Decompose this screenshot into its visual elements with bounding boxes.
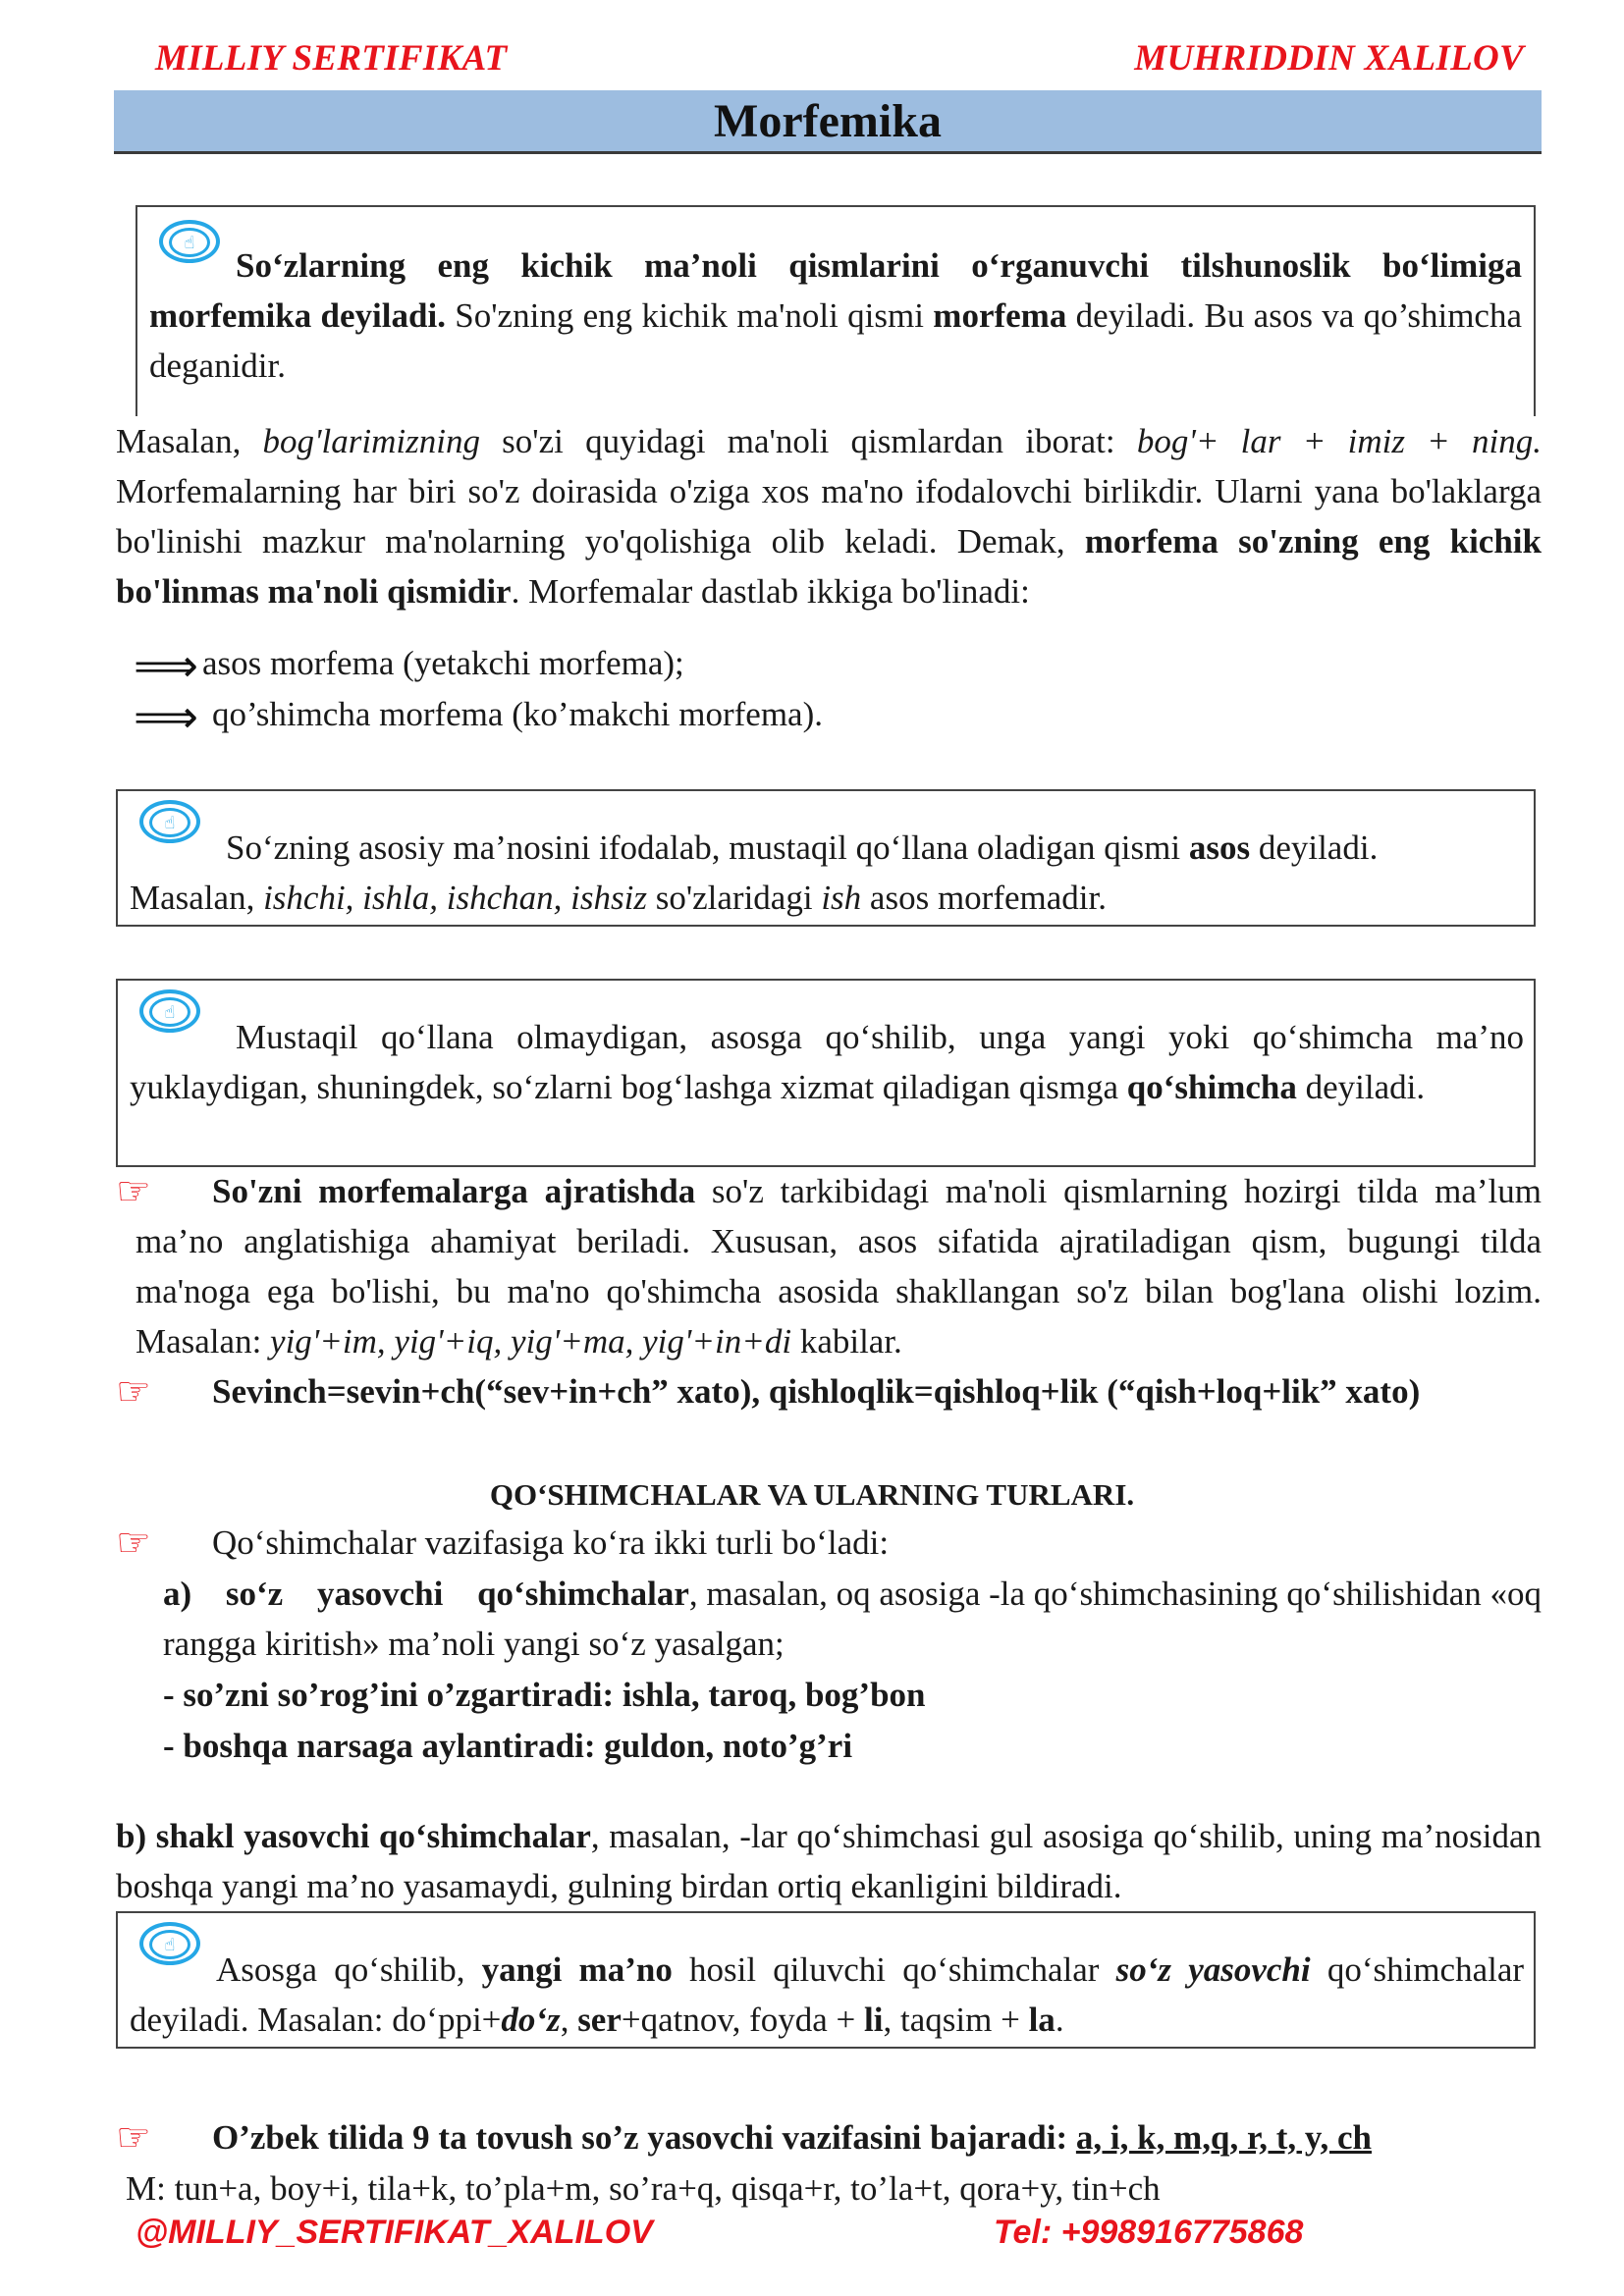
hint-icon: ☝	[159, 220, 220, 263]
tip-tovush-letters: a, i, k, m,q, r, t, y, ch	[1075, 2118, 1372, 2157]
item-soz-yasovchi-text: , masalan, oq asosiga -la qo‘shimchasining qo‘shilishidan «oq rangga kiritish» ma’noli yangi so‘z yasalgan;	[163, 1575, 1543, 1663]
arrow-icon: ⟹	[134, 690, 198, 743]
sy-bold: yangi ma’no	[481, 1950, 673, 1989]
qoshimcha-text-2: deyiladi.	[1296, 1068, 1426, 1106]
item-shakl-yasovchi	[116, 1811, 1542, 1911]
hint-icon: ☝	[139, 800, 200, 843]
dash-item-2	[163, 1721, 852, 1771]
definition-text-2: deyiladi. Bu asos va qo’shimcha deganidir.	[149, 296, 1523, 385]
header-right: MUHRIDDIN XALILOV	[1134, 38, 1524, 79]
section-heading: QO‘SHIMCHALAR VA ULARNING TURLARI.	[489, 1477, 1135, 1512]
tip-sevinch	[135, 1366, 1542, 1416]
tip-sevinch-bold: Sevinch=sevin+ch(“sev+in+ch” xato), qishloqlik=qishloq+lik (“qish+loq+lik” xato)	[212, 1372, 1421, 1411]
asos-text-5: asos morfemadir.	[861, 879, 1107, 917]
definition-text: So'zning eng kichik ma'noli qismi	[445, 296, 934, 335]
tip-ajratish-text: so'z tarkibidagi ma'noli qismlarning hozirgi tilda ma’lum ma’no anglatishiga ahamiyat beriladi. Xususan, asos sifatida ajratiladigan qism, bugungi tilda ma'noga ega bo'lishi, bu ma'no qo'shimcha asosida shakllangan so'z bilan bog'lana olishi lozim. Masalan:	[135, 1172, 1542, 1361]
definition-bold-2: morfemika deyiladi.	[149, 296, 446, 335]
intro-paragraph	[116, 416, 1542, 616]
dash-item-1-text: - so’zni so’rog’ini o’zgartiradi: ishla, taroq, bog’bon	[163, 1676, 926, 1714]
hint-icon: ☝	[139, 989, 200, 1033]
asos-text: So‘zning asosiy ma’nosini ifodalab, mustaqil qo‘llana oladigan qismi	[226, 828, 1189, 867]
intro-text: Masalan,	[116, 422, 263, 460]
definition-soz-yasovchi-text	[130, 1945, 1524, 2045]
asos-examples: ishchi, ishla, ishchan, ishsiz	[263, 879, 647, 917]
definition-bold-1: So‘zlarning eng kichik ma’noli qismlarini o‘rganuvchi tilshunoslik bo‘limiga	[236, 246, 1522, 285]
qoshimcha-term: qo‘shimcha	[1126, 1068, 1297, 1106]
intro-text-3: Morfemalarning har biri so'z doirasida o'ziga xos ma'no ifodalovchi birlikdir. Ularni yana bo'laklarga bo'linishi mazkur ma'nolarning yo'qolishiga olib keladi. Demak,	[116, 472, 1542, 561]
hint-icon: ☝	[139, 1922, 200, 1965]
asos-example-ish: ish	[821, 879, 862, 917]
sy-text-2: hosil qiluvchi qo‘shimchalar	[672, 1950, 1116, 1989]
pointing-hand-icon: ☞	[116, 1169, 151, 1214]
asos-text-3: Masalan,	[130, 879, 264, 917]
sy-text-6: , taqsim +	[883, 2001, 1029, 2039]
footer-channel: @MILLIY_SERTIFIKAT_XALILOV	[135, 2214, 653, 2251]
intro-bold: morfema so'zning eng kichik bo'linmas ma'noli qismidir	[116, 522, 1542, 611]
list-item-asos: asos morfema (yetakchi morfema);	[202, 644, 684, 682]
definition-qoshimcha-text	[130, 1012, 1524, 1112]
pointing-hand-icon: ☞	[116, 1521, 151, 1566]
tip-tovush-bold: O’zbek tilida 9 ta tovush so’z yasovchi vazifasini bajaradi:	[212, 2118, 1076, 2157]
sy-suffix-doz: do‘z	[501, 2001, 561, 2039]
sy-text-5: +qatnov, foyda +	[621, 2001, 865, 2039]
sy-text-3: qo‘shimchalar deyiladi. Masalan: do‘ppi+	[130, 1950, 1525, 2039]
tip-qoshimcha-turlari: Qo‘shimchalar vazifasiga ko‘ra ikki turli bo‘ladi:	[212, 1523, 890, 1562]
header-left: MILLIY SERTIFIKAT	[155, 38, 508, 79]
intro-text-2: so'zi quyidagi ma'noli qismlardan iborat:	[479, 422, 1137, 460]
qoshimcha-text: Mustaqil qo‘llana olmaydigan, asosga qo‘shilib, unga yangi yoki qo‘shimcha ma’no yuklaydigan, shuningdek, so‘zlarni bog‘lashga xizmat qiladigan qismga	[130, 1018, 1524, 1106]
item-soz-yasovchi	[163, 1569, 1542, 1669]
sy-suffix-li: li	[864, 2001, 884, 2039]
definition-asos-text	[130, 823, 1524, 923]
sy-prefix-ser: ser	[577, 2001, 622, 2039]
asos-term: asos	[1188, 828, 1251, 867]
item-shakl-yasovchi-bold: b) shakl yasovchi qo‘shimchalar	[116, 1817, 591, 1855]
item-shakl-yasovchi-text: , masalan, -lar qo‘shimchasi gul asosiga qo‘shilib, uning ma’nosidan boshqa yangi ma’no yasamaydi, gulning birdan ortiq ekanligini bildiradi.	[116, 1817, 1542, 1905]
pointing-hand-icon: ☞	[116, 1369, 151, 1415]
item-soz-yasovchi-bold: a) so‘z yasovchi qo‘shimchalar	[163, 1575, 689, 1613]
tip-tovush	[212, 2112, 1542, 2163]
page-title: Morfemika	[114, 90, 1542, 154]
intro-example: bog'larimizning	[262, 422, 480, 460]
asos-text-4: so'zlaridagi	[646, 879, 822, 917]
tip-ajratish	[135, 1166, 1542, 1366]
footer-phone: Tel: +998916775868	[994, 2214, 1304, 2251]
list-item-qoshimcha: qo’shimcha morfema (ko’makchi morfema).	[212, 695, 824, 733]
tip-ajratish-examples: yig'+im, yig'+iq, yig'+ma, yig'+in+di	[270, 1322, 792, 1361]
intro-text-4: . Morfemalar dastlab ikkiga bo'linadi:	[511, 572, 1030, 611]
definition-morfemika-text	[149, 240, 1522, 391]
definition-term: morfema	[933, 296, 1067, 335]
tip-ajratish-bold: So'zni morfemalarga ajratishda	[212, 1172, 696, 1210]
sy-term: so‘z yasovchi	[1115, 1950, 1311, 1989]
tip-tovush-examples: M: tun+a, boy+i, tila+k, to’pla+m, so’ra+q, qisqa+r, to’la+t, qora+y, tin+ch	[126, 2169, 1161, 2208]
pointing-hand-icon: ☞	[116, 2115, 151, 2161]
intro-parts: bog'+ lar + imiz + ning.	[1136, 422, 1542, 460]
dash-item-1	[163, 1670, 926, 1720]
dash-item-2-text: - boshqa narsaga aylantiradi: guldon, noto’g’ri	[163, 1727, 853, 1765]
sy-suffix-la: la	[1028, 2001, 1056, 2039]
arrow-icon: ⟹	[134, 639, 198, 692]
sy-text-7: .	[1055, 2001, 1064, 2039]
tip-ajratish-text-2: kabilar.	[791, 1322, 902, 1361]
sy-text: Asosga qo‘shilib,	[216, 1950, 482, 1989]
sy-text-4: ,	[560, 2001, 578, 2039]
asos-text-2: deyiladi.	[1250, 828, 1379, 867]
